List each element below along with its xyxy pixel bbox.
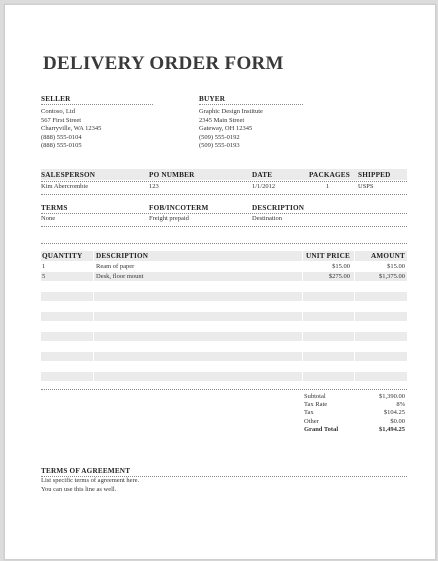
other-label: Other <box>304 417 319 425</box>
table-row <box>41 292 407 301</box>
fob-incoterm-label: FOB/INCOTERM <box>149 204 209 212</box>
agreement-line: List specific terms of agreement here. <box>41 477 140 484</box>
info1-header-band <box>41 169 407 180</box>
terms-label: TERMS <box>41 204 68 212</box>
item-quantity: 1 <box>42 263 46 270</box>
buyer-line: (509) 555-0192 <box>199 133 240 141</box>
buyer-address <box>199 108 263 151</box>
column-separator <box>354 251 355 381</box>
terms-of-agreement-label: TERMS OF AGREEMENT <box>41 467 131 475</box>
tax-rate-value: 8% <box>396 401 405 409</box>
seller-address <box>41 108 101 151</box>
description-label: DESCRIPTION <box>252 204 305 212</box>
table-row <box>41 312 407 321</box>
info2-divider <box>41 213 407 214</box>
buyer-divider <box>199 104 303 105</box>
salesperson-label: SALESPERSON <box>41 171 96 179</box>
delivery-order-page <box>4 4 436 560</box>
table-row <box>41 352 407 361</box>
quantity-header: QUANTITY <box>42 252 83 260</box>
shipped-label: SHIPPED <box>358 171 391 179</box>
tax-rate-label: Tax Rate <box>304 401 328 409</box>
tax-label: Tax <box>304 409 314 417</box>
grand-total-label: Grand Total <box>304 425 339 433</box>
page-title: DELIVERY ORDER FORM <box>43 53 284 74</box>
amount-header: AMOUNT <box>371 252 405 260</box>
item-quantity: 5 <box>42 273 46 280</box>
buyer-label: BUYER <box>199 95 226 103</box>
description-header: DESCRIPTION <box>96 252 149 260</box>
terms-value: None <box>41 215 56 222</box>
description-value: Destination <box>252 215 282 222</box>
item-unit-price: $15.00 <box>332 263 350 270</box>
item-amount: $1,375.00 <box>379 273 405 280</box>
item-description: Ream of paper <box>96 263 135 270</box>
unit-price-header: UNIT PRICE <box>305 252 350 260</box>
item-amount: $15.00 <box>387 263 405 270</box>
table-row <box>41 332 407 341</box>
info1-bottom-divider <box>41 194 407 195</box>
packages-value: 1 <box>326 183 330 190</box>
items-top-divider <box>41 243 407 244</box>
shipped-value: USPS <box>358 183 374 190</box>
seller-label: SELLER <box>41 95 71 103</box>
item-description: Desk, floor mount <box>96 273 144 280</box>
seller-line: (888) 555-0105 <box>41 142 82 150</box>
info2-bottom-divider <box>41 226 407 227</box>
buyer-line: Graphic Design Institute <box>199 108 263 115</box>
subtotal-label: Subtotal <box>304 393 326 400</box>
column-separator <box>93 251 94 381</box>
agreement-line: You can use this line as well. <box>41 485 117 493</box>
item-unit-price: $275.00 <box>328 273 350 280</box>
salesperson-value: Kim Abercrombie <box>41 183 89 190</box>
seller-line: 567 First Street <box>41 116 82 124</box>
other-value: $0.00 <box>390 417 405 425</box>
totals-labels <box>304 393 338 434</box>
packages-label: PACKAGES <box>309 171 351 179</box>
seller-divider <box>41 104 153 105</box>
tax-value: $104.25 <box>383 409 405 417</box>
agreement-text <box>41 477 139 494</box>
buyer-line: Gateway, OH 12345 <box>199 125 253 133</box>
table-row <box>41 372 407 381</box>
info1-divider <box>41 181 407 182</box>
subtotal-value: $1,390.00 <box>379 393 405 400</box>
totals-values <box>355 393 405 434</box>
fob-incoterm-value: Freight prepaid <box>149 215 189 222</box>
buyer-line: (509) 555-0193 <box>199 142 240 150</box>
grand-total-value: $1,494.25 <box>379 425 405 433</box>
date-label: DATE <box>252 171 273 179</box>
po-number-label: PO NUMBER <box>149 171 195 179</box>
seller-line: Contoso, Ltd <box>41 108 75 115</box>
seller-line: (888) 555-0104 <box>41 133 82 141</box>
seller-line: Charryville, WA 12345 <box>41 125 102 133</box>
po-number-value: 123 <box>149 183 159 190</box>
date-value: 1/1/2012 <box>252 183 276 190</box>
buyer-line: 2345 Main Street <box>199 116 245 124</box>
items-bottom-divider <box>41 389 407 390</box>
